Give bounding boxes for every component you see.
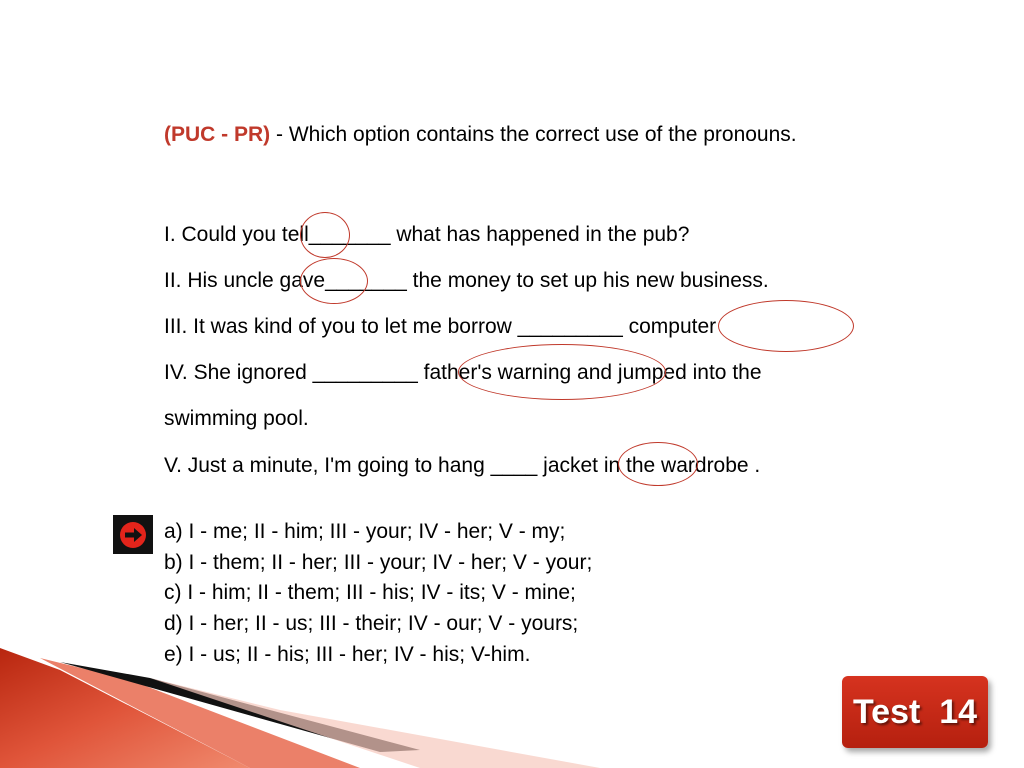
sentence-4-continued: swimming pool. [164, 407, 309, 430]
decorative-swoosh [0, 640, 620, 768]
circle-mark-computer [718, 300, 854, 352]
question-title [164, 119, 884, 151]
test-number-badge [842, 676, 988, 748]
sentence-3: III. It was kind of you to let me borrow _________ computer [164, 315, 717, 338]
question-source: (PUC - PR) [164, 123, 271, 146]
option-d: d) I - her; II - us; III - their; IV - our; V - yours; [164, 612, 579, 635]
sentence-5: V. Just a minute, I'm going to hang ____ jacket in the wardrobe . [164, 454, 761, 477]
arrow-right-circle-icon [118, 520, 148, 550]
sentence-4: IV. She ignored _________ father's warning and jumped into the [164, 361, 762, 384]
test-badge-label: Test 14 [852, 692, 978, 731]
question-text: - Which option contains the correct use of the pronouns. [270, 123, 797, 146]
sentence-1: I. Could you tell_______ what has happened in the pub? [164, 223, 690, 246]
circle-mark-fathers-warning [458, 344, 666, 400]
option-b: b) I - them; II - her; III - your; IV - her; V - your; [164, 551, 593, 574]
option-a: a) I - me; II - him; III - your; IV - her; V - my; [164, 520, 566, 543]
circle-mark-jacket [618, 442, 698, 486]
sentence-2: II. His uncle gave_______ the money to set up his new business. [164, 269, 769, 292]
next-slide-button[interactable] [113, 515, 153, 554]
option-c: c) I - him; II - them; III - his; IV - its; V - mine; [164, 581, 576, 604]
circle-mark-tell [300, 212, 350, 258]
circle-mark-gave [300, 258, 368, 304]
option-e: e) I - us; II - his; III - her; IV - his; V-him. [164, 643, 531, 666]
